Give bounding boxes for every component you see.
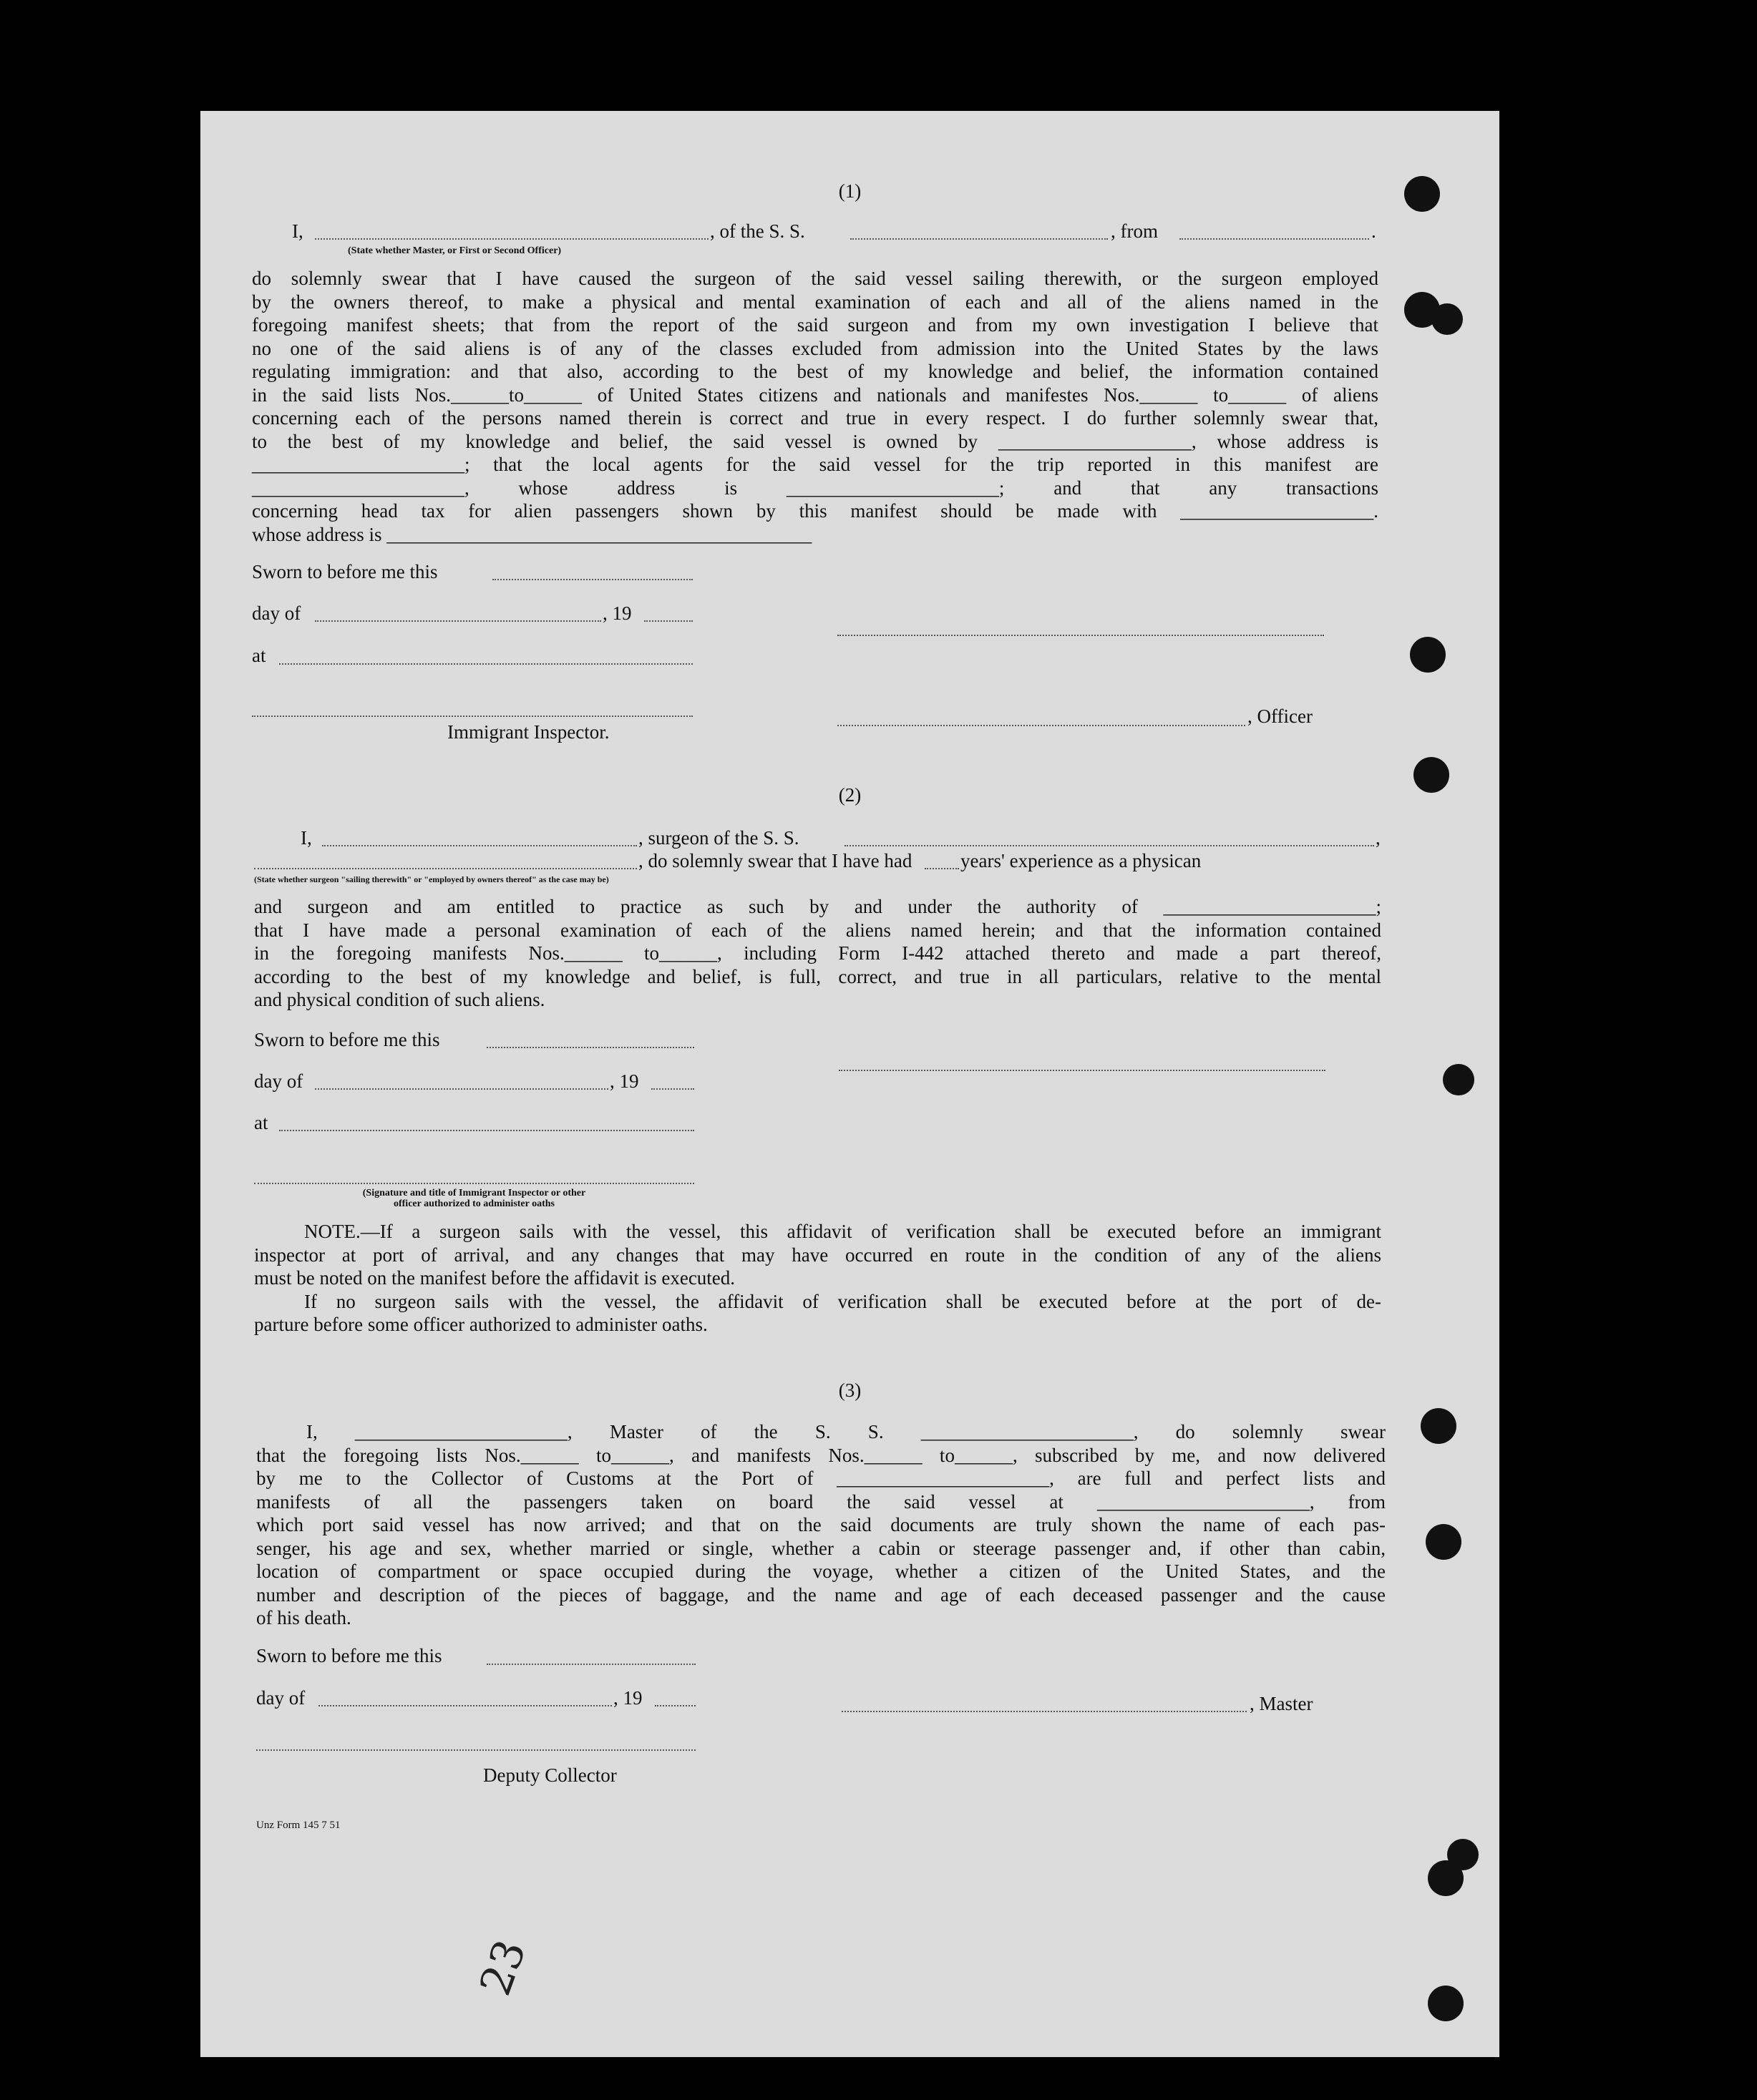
years-experience-field[interactable] — [925, 868, 959, 869]
para-line: foregoing manifest sheets; that from the report of the said surgeon and from my own investigation I believe that — [252, 314, 1378, 336]
sec2-paragraph — [254, 895, 1381, 1012]
para-line: regulating immigration: and that also, according to the best of my knowledge and belief, the information contained — [252, 361, 1378, 382]
sec2-vessel-field[interactable] — [845, 845, 1374, 846]
para-line: ______________________; that the local agents for the said vessel for the trip reported in this manifest are — [252, 454, 1378, 475]
para-line: manifests of all the passengers taken on board the said vessel at ______________________, from — [256, 1490, 1386, 1513]
para-line: number and description of the pieces of baggage, and the name and age of each deceased passenger and the cause — [256, 1583, 1386, 1606]
para-line: location of compartment or space occupied during the voyage, whether a citizen of the United States, and the — [256, 1561, 1386, 1582]
sec2-physician-label: years' experience as a physican — [960, 850, 1202, 871]
sec2-comma: , — [1376, 827, 1381, 849]
sec1-year-field[interactable] — [644, 620, 693, 622]
para-line: of his death. — [256, 1607, 351, 1628]
sec2-day-field[interactable] — [315, 1088, 608, 1090]
sec1-period: . — [1371, 220, 1376, 242]
sec1-officer-note: (State whether Master, or First or Second Officer) — [348, 245, 562, 256]
para-line: that the foregoing lists Nos.______ to______, and manifests Nos.______ to______, subscribed by me, and now delivered — [256, 1444, 1386, 1466]
sec2-sig-note-1: (Signature and title of Immigrant Inspector or other — [362, 1188, 586, 1198]
sec2-year-field[interactable] — [651, 1088, 694, 1090]
sec1-inspector-signature-line[interactable] — [252, 716, 693, 717]
surgeon-name-field[interactable] — [322, 845, 637, 846]
para-line: by the owners thereof, to make a physical and mental examination of each and all of the aliens named in the — [252, 290, 1378, 313]
para-line: which port said vessel has now arrived; and that on the said documents are truly shown the name of each pas- — [256, 1514, 1386, 1535]
sec2-at-field[interactable] — [279, 1130, 694, 1131]
punch-hole — [1421, 1408, 1456, 1444]
para-line: that I have made a personal examination of each of the aliens named herein; and that the information contained — [254, 919, 1381, 941]
sec2-sworn-label: Sworn to before me this — [254, 1029, 440, 1050]
sec1-officer-name-line[interactable] — [837, 725, 1245, 726]
sec1-at-field[interactable] — [279, 663, 693, 665]
para-line: ______________________, whose address is ______________________; and that any transactions — [252, 477, 1378, 499]
note-line: must be noted on the manifest before the affidavit is executed. — [254, 1267, 736, 1289]
sec1-of-ss-label: , of the S. S. — [710, 220, 805, 242]
para-line: in the foregoing manifests Nos.______ to______, including Form I-442 attached thereto and made a part thereof, — [254, 942, 1381, 964]
para-line: and surgeon and am entitled to practice as such by and under the authority of ______________________; — [254, 896, 1381, 917]
sec1-sworn-label: Sworn to before me this — [252, 561, 438, 582]
note-paragraph — [254, 1220, 1381, 1337]
sec2-sworn-field[interactable] — [487, 1047, 694, 1048]
sec2-at-label: at — [254, 1112, 268, 1133]
para-line: no one of the said aliens is of any of the classes excluded from admission into the United States by the laws — [252, 337, 1378, 359]
para-line: do solemnly swear that I have caused the surgeon of the said vessel sailing therewith, or the surgeon employed — [252, 268, 1378, 289]
punch-hole — [1410, 637, 1446, 673]
sec2-sig-note-2: officer authorized to administer oaths — [393, 1198, 555, 1209]
sec2-swear-label: , do solemnly swear that I have had — [638, 850, 912, 871]
sec2-surgeon-label: , surgeon of the S. S. — [638, 827, 799, 849]
sec2-inspector-signature-line[interactable] — [254, 1183, 694, 1184]
section-1-heading: (1) — [838, 180, 862, 202]
port-from-field[interactable] — [1179, 238, 1369, 240]
para-line: according to the best of my knowledge and belief, is full, correct, and true in all particulars, relative to the mental — [254, 965, 1381, 987]
sec3-deputy-label: Deputy Collector — [483, 1764, 617, 1786]
sec1-day-field[interactable] — [315, 620, 601, 622]
note-line: NOTE.—If a surgeon sails with the vessel, this affidavit of verification shall be executed before an immigrant — [304, 1221, 1381, 1242]
punch-hole — [1426, 1524, 1461, 1560]
section-3-heading: (3) — [838, 1379, 862, 1401]
sec3-day-field[interactable] — [318, 1705, 612, 1706]
punch-hole — [1428, 1860, 1464, 1896]
handwritten-number: 23 — [470, 1933, 537, 2002]
para-line: senger, his age and sex, whether married or single, whether a cabin or steerage passenger and, if other than cabin, — [256, 1537, 1386, 1559]
vessel-name-field[interactable] — [850, 238, 1108, 240]
surgeon-type-field[interactable] — [254, 868, 637, 869]
note-line: If no surgeon sails with the vessel, the affidavit of verification shall be executed before at the port of de- — [304, 1290, 1381, 1312]
sec2-year-label: , 19 — [610, 1070, 639, 1092]
sec1-sworn-field[interactable] — [492, 579, 693, 580]
para-line: concerning each of the persons named therein is correct and true in every respect. I do further solemnly swear that, — [252, 407, 1378, 429]
sec2-surgeon-signature-line[interactable] — [839, 1070, 1325, 1071]
sec3-master-label: , Master — [1250, 1693, 1313, 1714]
sec2-surgeon-note: (State whether surgeon "sailing therewith" or "employed by owners thereof" as the case may be) — [254, 874, 609, 884]
punch-hole — [1413, 757, 1449, 793]
sec3-year-label: , 19 — [613, 1687, 643, 1709]
sec3-year-field[interactable] — [655, 1705, 696, 1706]
sec1-at-label: at — [252, 645, 266, 666]
para-line: and physical condition of such aliens. — [254, 989, 545, 1010]
punch-hole — [1404, 176, 1440, 212]
sec3-sworn-field[interactable] — [487, 1664, 696, 1665]
master-signature-line[interactable] — [842, 1711, 1247, 1712]
sec1-dayof-label: day of — [252, 602, 301, 624]
sec1-officer-label: , Officer — [1247, 705, 1313, 727]
sec3-paragraph — [256, 1420, 1386, 1630]
punch-hole — [1431, 303, 1463, 335]
sec1-year-label: , 19 — [603, 602, 632, 624]
sec3-sworn-label: Sworn to before me this — [256, 1645, 442, 1666]
sec1-paragraph — [252, 267, 1378, 546]
deputy-signature-line[interactable] — [256, 1749, 696, 1751]
para-line: I, ______________________, Master of the S. S. ______________________, do solemnly swear — [306, 1421, 1386, 1442]
para-line: concerning head tax for alien passengers shown by this manifest should be made with ____________________. — [252, 500, 1378, 522]
form-identifier: Unz Form 145 7 51 — [256, 1820, 341, 1831]
sec1-i-label: I, — [292, 220, 303, 242]
sec2-dayof-label: day of — [254, 1070, 303, 1092]
document-page — [200, 111, 1499, 2057]
note-line: parture before some officer authorized to administer oaths. — [254, 1314, 708, 1335]
note-line: inspector at port of arrival, and any changes that may have occurred en route in the condition of any of the aliens — [254, 1244, 1381, 1266]
sec1-inspector-label: Immigrant Inspector. — [447, 721, 610, 743]
para-line: to the best of my knowledge and belief, the said vessel is owned by ____________________, whose address is — [252, 430, 1378, 452]
para-line: whose address is ____________________________________________ — [252, 523, 812, 545]
para-line: by me to the Collector of Customs at the Port of ______________________, are full and perfect lists and — [256, 1467, 1386, 1489]
punch-hole — [1428, 1986, 1464, 2021]
officer-name-field[interactable] — [315, 238, 709, 240]
punch-hole — [1443, 1064, 1474, 1095]
sec1-officer-signature-line[interactable] — [837, 635, 1324, 636]
sec2-i-label: I, — [301, 827, 312, 849]
para-line: in the said lists Nos.______to______ of United States citizens and nationals and manifestes Nos.______ to______ of aliens — [252, 384, 1378, 406]
sec1-from-label: , from — [1111, 220, 1158, 242]
sec3-dayof-label: day of — [256, 1687, 306, 1709]
section-2-heading: (2) — [838, 784, 862, 806]
